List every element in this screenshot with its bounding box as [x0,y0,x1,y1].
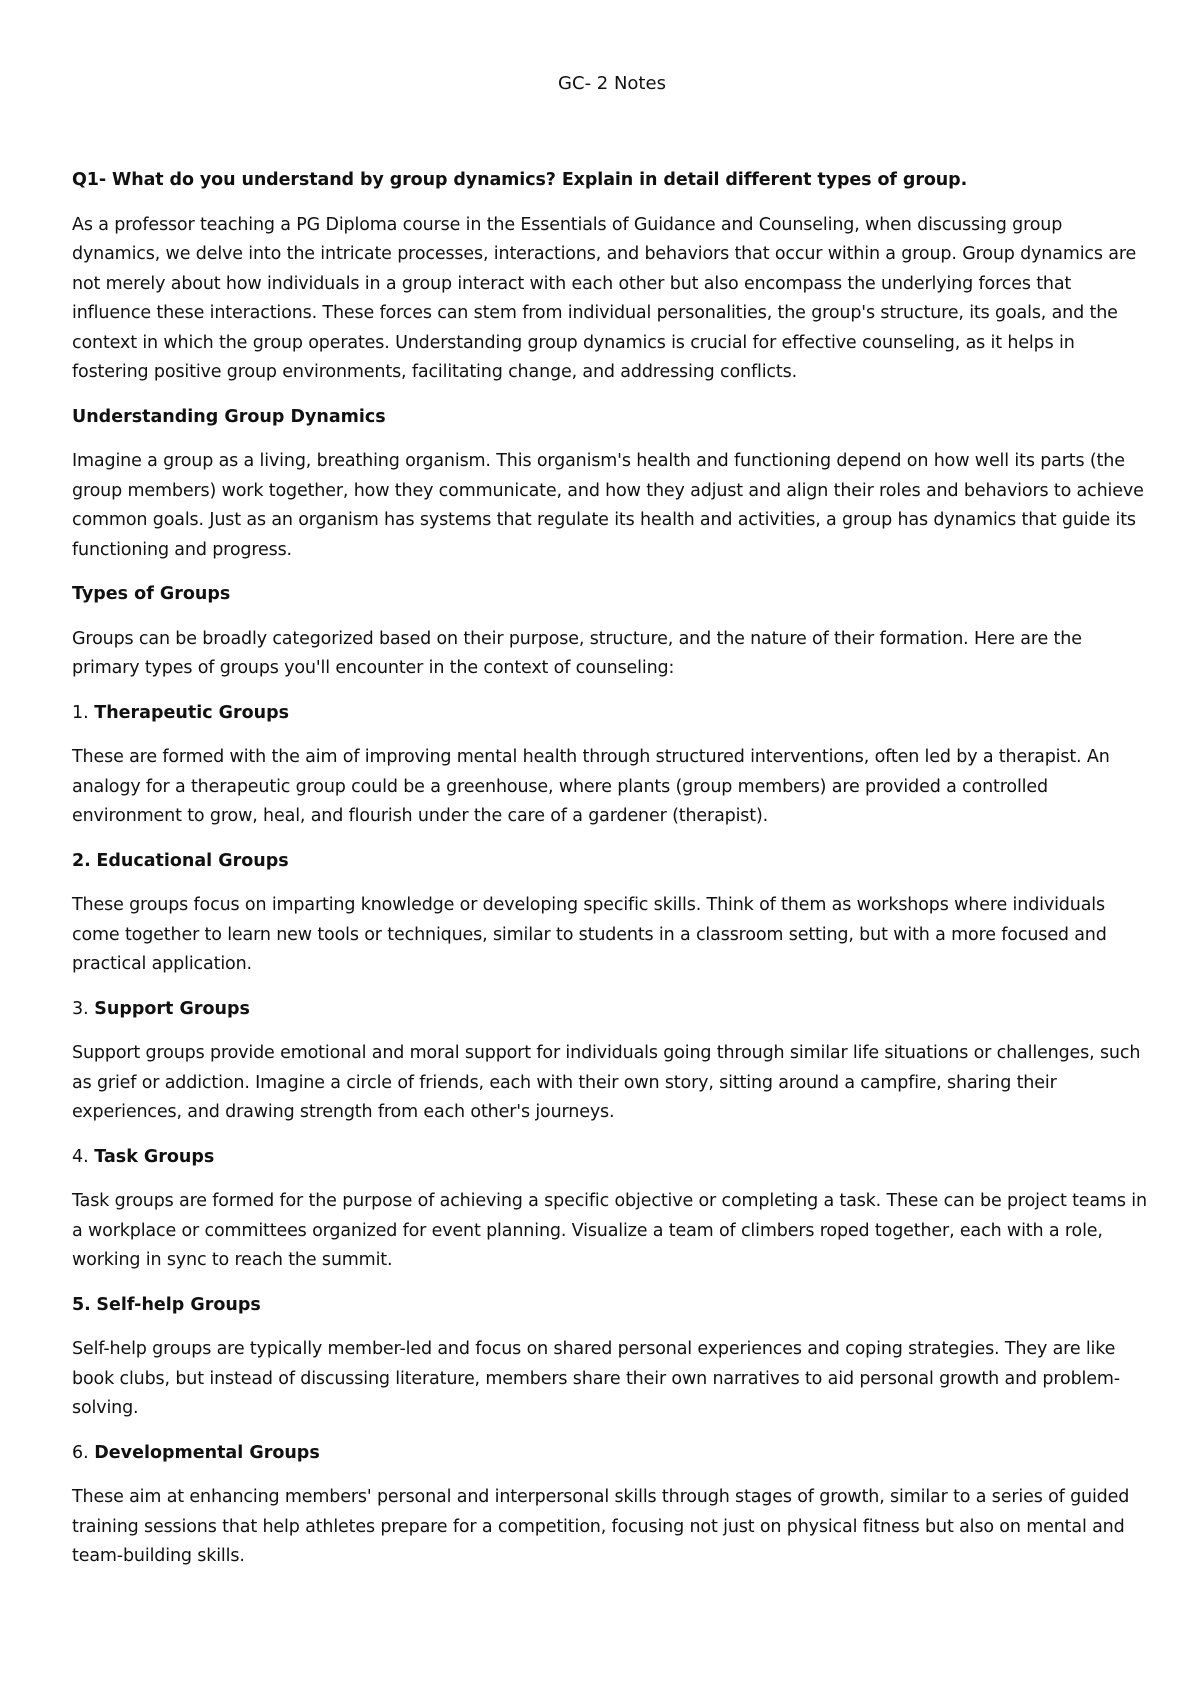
type-heading-support [72,995,1152,1025]
type-name: Task Groups [94,1146,215,1167]
type-number: 4. [72,1146,89,1167]
type-number: 1. [72,702,89,723]
type-name: Therapeutic Groups [94,702,290,723]
type-name: Educational Groups [96,850,289,871]
types-intro-paragraph: Groups can be broadly categorized based on their purpose, structure, and the nature of their formation. Here are the primary types of groups you'll encounter in the context of counseling: [72,628,1082,678]
type-name: Support Groups [94,998,250,1019]
type-paragraph-support: Support groups provide emotional and moral support for individuals going through similar life situations or challenges, such as grief or addiction. Imagine a circle of friends, each with their own story, sitting around a campfire, sharing their experiences, and drawing strength from each other's journeys. [72,1043,1141,1122]
type-heading-self-help [72,1291,1152,1321]
intro-paragraph: As a professor teaching a PG Diploma course in the Essentials of Guidance and Counseling, when discussing group dynamics, we delve into the intricate processes, interactions, and behaviors that occur within a group. Group dynamics are not merely about how individuals in a group interact with each other but also encompass the underlying forces that influence these interactions. These forces can stem from individual personalities, the group's structure, its goals, and the context in which the group operates. Understanding group dynamics is crucial for effective counseling, as it helps in fostering positive group environments, facilitating change, and addressing conflicts. [72,214,1137,382]
document-title: GC- 2 Notes [558,73,666,94]
section-heading-understanding: Understanding Group Dynamics [72,406,386,427]
type-paragraph-task: Task groups are formed for the purpose of achieving a specific objective or completing a task. These can be project teams in a workplace or committees organized for event planning. Visualize a team of climbers roped together, each with a role, working in sync to reach the summit. [72,1191,1147,1270]
type-paragraph-developmental: These aim at enhancing members' personal and interpersonal skills through stages of growth, similar to a series of guided training sessions that help athletes prepare for a competition, focusing not just on physical fitness but also on mental and team-building skills. [72,1487,1130,1566]
type-paragraph-educational: These groups focus on imparting knowledge or developing specific skills. Think of them as workshops where individuals come together to learn new tools or techniques, similar to students in a classroom setting, but with a more focused and practical application. [72,895,1107,974]
type-name: Self-help Groups [96,1294,261,1315]
type-paragraph-self-help: Self-help groups are typically member-led and focus on shared personal experiences and coping strategies. They are like book clubs, but instead of discussing literature, members share their own narratives to aid personal growth and problem-solving. [72,1339,1120,1418]
type-name: Developmental Groups [94,1442,320,1463]
type-heading-developmental [72,1439,1152,1469]
type-number: 5. [72,1294,91,1315]
type-paragraph-therapeutic: These are formed with the aim of improving mental health through structured interventions, often led by a therapist. An analogy for a therapeutic group could be a greenhouse, where plants (group members) are provided a controlled environment to grow, heal, and flourish under the care of a gardener (therapist). [72,747,1110,826]
understanding-paragraph: Imagine a group as a living, breathing organism. This organism's health and functioning depend on how well its parts (the group members) work together, how they communicate, and how they adjust and align their roles and behaviors to achieve common goals. Just as an organism has systems that regulate its health and activities, a group has dynamics that guide its functioning and progress. [72,451,1144,560]
type-number: 6. [72,1442,89,1463]
type-heading-educational [72,847,1152,877]
question-heading: Q1- What do you understand by group dynamics? Explain in detail different types of group. [72,170,968,190]
section-heading-types: Types of Groups [72,584,231,604]
type-heading-therapeutic [72,699,1152,729]
document-body [72,166,1152,1587]
type-heading-task [72,1143,1152,1173]
type-number: 2. [72,850,91,871]
type-number: 3. [72,998,89,1019]
